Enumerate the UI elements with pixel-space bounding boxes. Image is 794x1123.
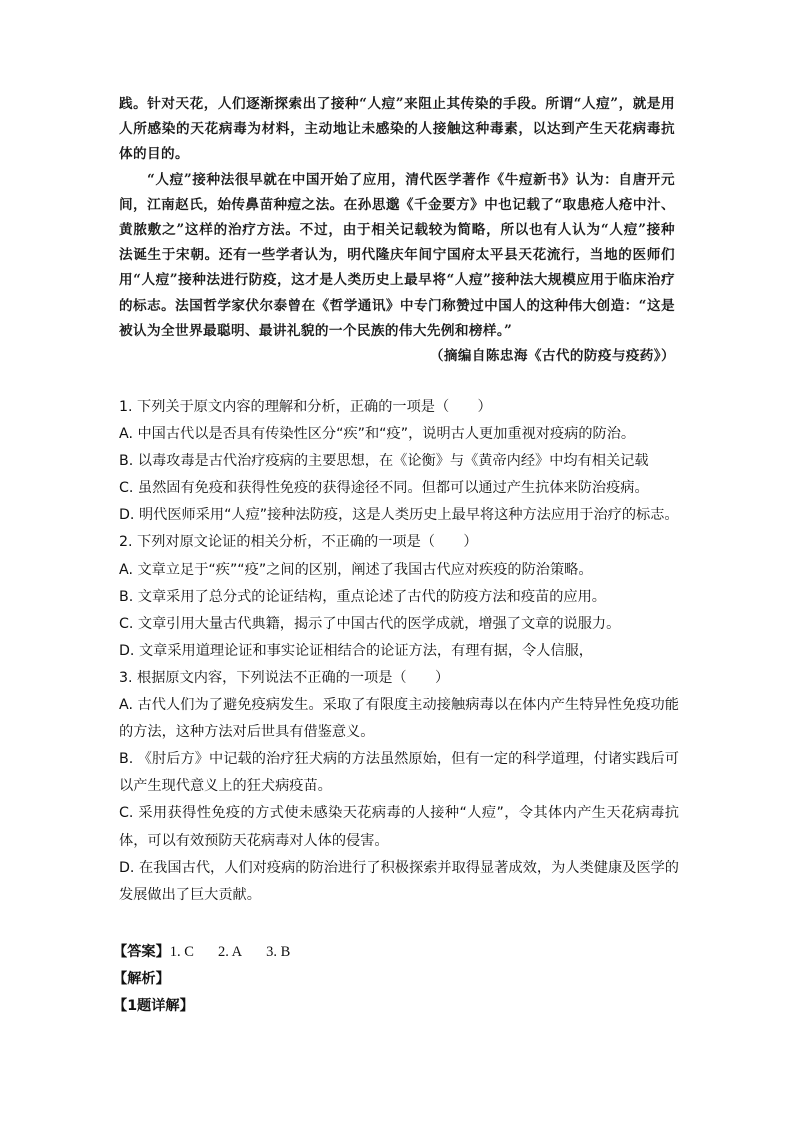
answer-2: 2. A [217, 944, 243, 960]
reading-passage [119, 92, 675, 369]
question-1-option-c: C. 虽然固有免疫和获得性免疫的获得途径不同。但都可以通过产生抗体来防治疫病。 [119, 480, 649, 497]
question-3 [119, 665, 679, 909]
answer-label: 【答案】 [113, 944, 170, 960]
question-2 [119, 529, 679, 664]
question-1-option-a: A. 中国古代以是否具有传染性区分“疾”和“疫”，说明古人更加重视对疫病的防治。 [119, 426, 636, 443]
question-1 [119, 394, 679, 529]
question-3-stem: 3. 根据原文内容，下列说法不正确的一项是（ ） [119, 669, 450, 686]
question-2-option-d: D. 文章采用道理论证和事实论证相结合的论证方法，有理有据，令人信服， [119, 642, 593, 659]
question-1-stem: 1. 下列关于原文内容的理解和分析，正确的一项是（ ） [119, 399, 492, 415]
question-1-option-d: D. 明代医师采用“人痘”接种法防疫，这是人类历史上最早将这种方法应用于治疗的标志。 [119, 507, 679, 524]
answer-3: 3. B [266, 944, 291, 960]
question-3-option-a: A. 古代人们为了避免疫病发生。采取了有限度主动接触病毒以在体内产生特异性免疫功能的方法，这种方法对后世具有借鉴意义。 [119, 697, 679, 741]
question-3-option-d: D. 在我国古代，人们对疫病的防治进行了积极探索并取得显著成效，为人类健康及医学的发展做出了巨大贡献。 [119, 859, 679, 903]
question-3-option-b: B. 《肘后方》中记载的治疗狂犬病的方法虽然原始，但有一定的科学道理，付诸实践后可以产生现代意义上的狂犬病疫苗。 [119, 751, 679, 795]
answer-section [113, 939, 673, 1020]
question-2-option-c: C. 文章引用大量古代典籍，揭示了中国古代的医学成就，增强了文章的说服力。 [119, 615, 621, 632]
answer-1: 1. C [169, 944, 194, 960]
analysis-label: 【解析】 [113, 971, 170, 988]
question-2-stem: 2. 下列对原文论证的相关分析，不正确的一项是（ ） [119, 534, 478, 551]
question-3-option-c: C. 采用获得性免疫的方式使未感染天花病毒的人接种“人痘”，令其体内产生天花病毒抗体，可以有效预防天花病毒对人体的侵害。 [119, 805, 679, 849]
question-2-option-b: B. 文章采用了总分式的论证结构，重点论述了古代的防疫方法和疫苗的应用。 [119, 588, 606, 605]
question-1-option-b: B. 以毒攻毒是古代治疗疫病的主要思想，在《论衡》与《黄帝内经》中均有相关记载 [119, 453, 649, 470]
question-1-detail-label: 【1题详解】 [113, 998, 194, 1015]
answer-line [113, 939, 673, 966]
passage-source: （摘编自陈忠海《古代的防疫与疫药》） [429, 348, 675, 365]
question-2-option-a: A. 文章立足于“疾”“疫”之间的区别，阐述了我国古代应对疾疫的防治策略。 [119, 561, 593, 578]
passage-paragraph-1: 践。针对天花，人们逐渐探索出了接种“人痘”来阻止其传染的手段。所谓“人痘”，就是用人所感染的天花病毒为材料，主动地让未感染的人接触这种毒素，以达到产生天花病毒抗体的目的。 [119, 96, 675, 163]
passage-paragraph-2: “人痘”接种法很早就在中国开始了应用，清代医学著作《牛痘新书》认为：自唐开元间，江南赵氏，始传鼻苗种痘之法。在孙思邈《千金要方》中也记载了“取患疮人疮中汁、黄脓敷之”这样的治疗方法。不过，由于相关记载较为简略，所以也有人认为“人痘”接种法诞生于宋朝。还有一些学者认为，明代隆庆年间宁国府太平县天花流行，当地的医师们用“人痘”接种法进行防疫，这才是人类历史上最早将“人痘”接种法大规模应用于临床治疗的标志。法国哲学家伏尔泰曾在《哲学通讯》中专门称赞过中国人的这种伟大创造：“这是被认为全世界最聪明、最讲礼貌的一个民族的伟大先例和榜样。” [119, 171, 675, 339]
question-list [119, 394, 679, 909]
